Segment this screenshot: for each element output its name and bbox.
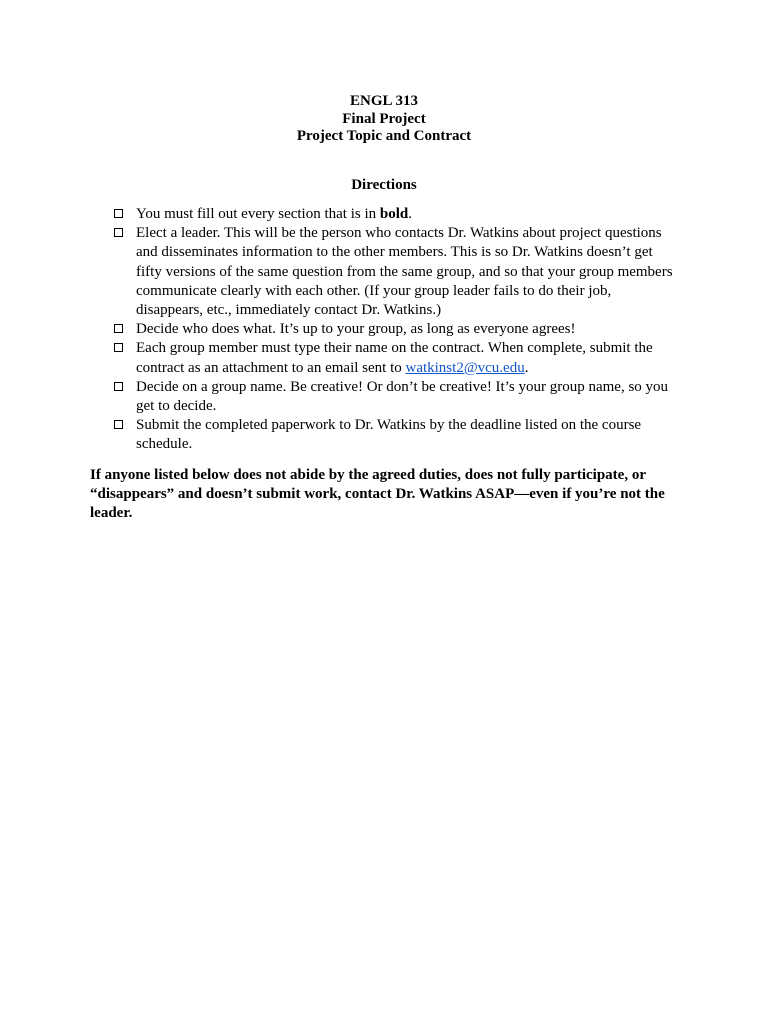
checklist-item-text: You must fill out every section that is in bbox=[136, 206, 380, 222]
checkbox-icon[interactable] bbox=[114, 420, 123, 429]
checklist-item bbox=[112, 224, 682, 320]
checkbox-icon[interactable] bbox=[114, 324, 123, 333]
course-title: ENGL 313 bbox=[350, 93, 418, 109]
checklist-item-text-end: . bbox=[524, 359, 529, 376]
checklist-item bbox=[112, 339, 682, 377]
document-header bbox=[0, 93, 768, 146]
checklist-item-text: Decide who does what. It’s up to your group, as long as everyone agrees! bbox=[136, 321, 576, 338]
checklist-item-text-end: . bbox=[408, 206, 412, 222]
checklist-item-text: Submit the completed paperwork to Dr. Watkins by the deadline listed on the course schedule. bbox=[136, 417, 642, 453]
checklist-item-text: Decide on a group name. Be creative! Or don’t be creative! It’s your group name, so you get to decide. bbox=[136, 378, 669, 415]
checkbox-icon[interactable] bbox=[114, 228, 123, 237]
checklist-item bbox=[112, 416, 682, 454]
project-title: Final Project bbox=[342, 110, 426, 127]
email-link[interactable]: watkinst2@vcu.edu bbox=[405, 359, 525, 376]
checklist-item-text: Each group member must type their name on the contract. When complete, submit the contract as an attachment to an email sent to bbox=[136, 340, 653, 376]
directions-checklist bbox=[112, 205, 682, 455]
checklist-item-text: Elect a leader. This will be the person who contacts Dr. Watkins about project questions and disseminates information to the other members. This is so Dr. Watkins doesn’t get fifty versions of the same question from the same group, and so that your group members communicate clearly with each other. (If your group leader fails to do their job, disappears, etc., immediately contact Dr. Watkins.) bbox=[136, 225, 673, 319]
checklist-item bbox=[112, 320, 682, 339]
warning-paragraph: If anyone listed below does not abide by the agreed duties, does not fully participate, or “disappears” and doesn’t submit work, contact Dr. Watkins ASAP—even if you’re not the leader. bbox=[90, 467, 665, 522]
checklist-item bbox=[112, 205, 682, 224]
checkbox-icon[interactable] bbox=[114, 343, 123, 352]
checkbox-icon[interactable] bbox=[114, 382, 123, 391]
checklist-item bbox=[112, 378, 682, 416]
project-subtitle: Project Topic and Contract bbox=[296, 128, 472, 145]
checkbox-icon[interactable] bbox=[114, 209, 123, 218]
checklist-item-bold-text: bold bbox=[379, 206, 409, 222]
directions-heading: Directions bbox=[351, 177, 417, 193]
